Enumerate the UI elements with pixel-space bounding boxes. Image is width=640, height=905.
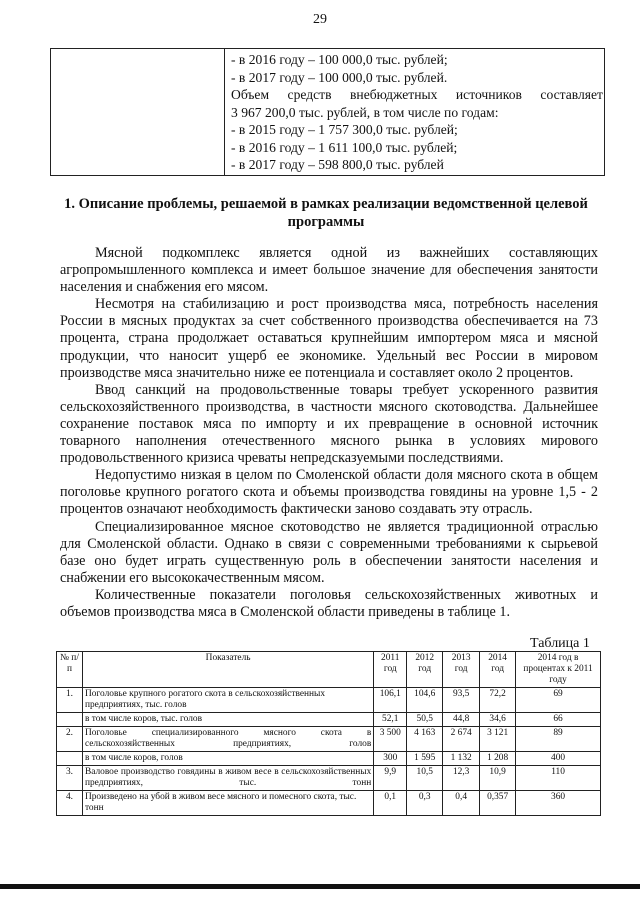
value-percent: 360 xyxy=(516,791,601,816)
funding-line: - в 2016 году – 1 611 100,0 тыс. рублей; xyxy=(231,139,458,155)
value-2011: 52,1 xyxy=(374,713,407,727)
value-2011: 106,1 xyxy=(374,688,407,713)
value-2013: 93,5 xyxy=(443,688,480,713)
funding-line: 3 967 200,0 тыс. рублей, в том числе по годам: xyxy=(231,104,499,120)
value-2011: 3 500 xyxy=(374,727,407,752)
row-num: 2. xyxy=(57,727,83,752)
table-row xyxy=(57,766,601,791)
value-2012: 50,5 xyxy=(407,713,443,727)
funding-lines xyxy=(231,51,603,174)
row-label: Произведено на убой в живом весе мясного и помесного скота, тыс. тонн xyxy=(82,791,373,816)
table-row xyxy=(57,752,601,766)
row-label: Поголовье крупного рогатого скота в сельскохозяйственных предприятиях, тыс. голов xyxy=(82,688,373,713)
paragraph: Ввод санкций на продовольственные товары требует ускоренного развития сельскохозяйственного производства, в частности мясного скотоводства. Дальнейшее сохранение поставок мяса по импорту и их превращение в основной источник товарного наполнения отечественного мясного рынка в условиях мирового продовольственного кризиса чреваты непредсказуемыми последствиями. xyxy=(60,381,598,467)
header-indicator: Показатель xyxy=(82,652,373,688)
value-2013: 44,8 xyxy=(443,713,480,727)
value-2011: 0,1 xyxy=(374,791,407,816)
value-percent: 89 xyxy=(516,727,601,752)
value-2011: 9,9 xyxy=(374,766,407,791)
value-percent: 69 xyxy=(516,688,601,713)
table-divider xyxy=(224,49,225,175)
value-2012: 0,3 xyxy=(407,791,443,816)
page-number: 29 xyxy=(313,12,327,27)
header-2014: 2014 год xyxy=(480,652,516,688)
row-num xyxy=(57,752,83,766)
value-2012: 104,6 xyxy=(407,688,443,713)
value-percent: 110 xyxy=(516,766,601,791)
table-header-row xyxy=(57,652,601,688)
value-2011: 300 xyxy=(374,752,407,766)
header-2013: 2013 год xyxy=(443,652,480,688)
paragraph: Несмотря на стабилизацию и рост производства мяса, потребность населения России в мясных продуктах за счет собственного производства обеспечивается на 73 процента, страна продолжает оставаться крупнейшим импортером мяса и мясной продукции, что наносит ущерб ее экономике. Удельный вес России в мировом производстве мяса значительно ниже ее потенциала и составляет около 2 процентов. xyxy=(60,296,598,381)
row-num: 1. xyxy=(57,688,83,713)
value-percent: 66 xyxy=(516,713,601,727)
paragraph: Мясной подкомплекс является одной из важнейших составляющих агропромышленного комплекса и имеет большое значение для обеспечения занятости населения и снабжения его мясом. xyxy=(60,245,598,296)
value-percent: 400 xyxy=(516,752,601,766)
funding-table xyxy=(50,48,605,176)
paragraph: Количественные показатели поголовья сельскохозяйственных животных и объемов производства мяса в Смоленской области приведены в таблице 1. xyxy=(60,586,598,620)
row-label: в том числе коров, голов xyxy=(82,752,373,766)
header-num: № п/п xyxy=(57,652,83,688)
value-2014: 1 208 xyxy=(480,752,516,766)
funding-line: - в 2017 году – 598 800,0 тыс. рублей xyxy=(231,157,444,172)
heading-line: 1. Описание проблемы, решаемой в рамках реализации ведомственной целевой xyxy=(64,196,588,212)
value-2013: 2 674 xyxy=(443,727,480,752)
header-percent: 2014 год в процентах к 2011 году xyxy=(516,652,601,688)
header-2012: 2012 год xyxy=(407,652,443,688)
row-label: Поголовье специализированного мясного скота в сельскохозяйственных предприятиях, голов xyxy=(82,727,373,752)
body-text xyxy=(60,245,598,621)
heading-line: программы xyxy=(287,214,365,230)
table-row xyxy=(57,688,601,713)
table-row xyxy=(57,727,601,752)
value-2014: 34,6 xyxy=(480,713,516,727)
value-2014: 72,2 xyxy=(480,688,516,713)
row-num: 4. xyxy=(57,791,83,816)
row-label: в том числе коров, тыс. голов xyxy=(82,713,373,727)
funding-line: - в 2016 году – 100 000,0 тыс. рублей; xyxy=(231,52,448,67)
row-label: Валовое производство говядины в живом весе в сельскохозяйственных предприятиях, тыс. тонн xyxy=(82,766,373,791)
value-2013: 0,4 xyxy=(443,791,480,816)
value-2013: 1 132 xyxy=(443,752,480,766)
paragraph: Недопустимо низкая в целом по Смоленской области доля мясного скота в общем поголовье крупного рогатого скота и объемы производства говядины на уровне 1,5 - 2 процентов означают необходимость фактически заново создавать эту отрасль. xyxy=(60,467,598,518)
table-label: Таблица 1 xyxy=(530,636,590,651)
table-row xyxy=(57,791,601,816)
value-2014: 3 121 xyxy=(480,727,516,752)
paragraph: Специализированное мясное скотоводство не является традиционной отраслью для Смоленской области. Однако в связи с современными требованиями к сырьевой базе оно будет играть существенную роль в обеспечении занятости населения и снабжении его высококачественным мясом. xyxy=(60,518,598,586)
value-2012: 10,5 xyxy=(407,766,443,791)
value-2014: 0,357 xyxy=(480,791,516,816)
funding-line: - в 2017 году – 100 000,0 тыс. рублей. xyxy=(231,69,448,85)
livestock-table xyxy=(56,651,601,816)
value-2012: 1 595 xyxy=(407,752,443,766)
page-bottom-bar xyxy=(0,884,640,889)
funding-line: - в 2015 году – 1 757 300,0 тыс. рублей; xyxy=(231,122,458,137)
row-num xyxy=(57,713,83,727)
row-num: 3. xyxy=(57,766,83,791)
table-row xyxy=(57,713,601,727)
section-heading xyxy=(46,195,606,231)
funding-line: Объем средств внебюджетных источников составляет xyxy=(231,87,603,102)
value-2014: 10,9 xyxy=(480,766,516,791)
value-2012: 4 163 xyxy=(407,727,443,752)
header-2011: 2011 год xyxy=(374,652,407,688)
value-2013: 12,3 xyxy=(443,766,480,791)
